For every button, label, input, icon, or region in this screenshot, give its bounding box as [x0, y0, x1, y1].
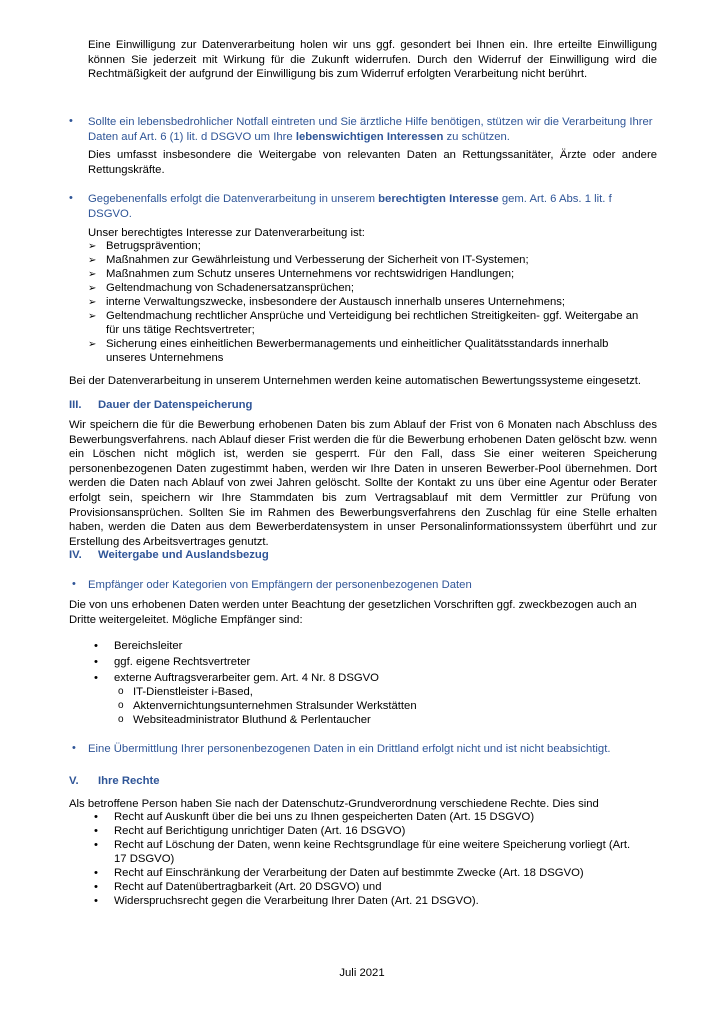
section-title: Weitergabe und Auslandsbezug: [98, 549, 269, 561]
legit-text-b: gem. Art. 6 Abs. 1 lit. f DSGVO.: [88, 193, 612, 220]
arrow-bullet-icon: ➢: [88, 311, 97, 322]
bullet-dot: •: [94, 640, 98, 652]
sub-list-item: Aktenvernichtungsunternehmen Stralsunder Werkstätten: [133, 700, 417, 712]
list-item: Recht auf Löschung der Daten, wenn keine Rechtsgrundlage für eine weitere Speicherung vorliegt (Art.: [114, 839, 631, 851]
list-item: Widerspruchsrecht gegen die Verarbeitung Ihrer Daten (Art. 21 DSGVO).: [114, 895, 479, 907]
consent-paragraph: Eine Einwilligung zur Datenverarbeitung holen wir uns ggf. gesondert bei Ihnen ein. Ihre erteilte Einwilligung können Sie jederzeit mit Wirkung für die Zukunft widerrufen. Durch den Widerruf der Einwilligung wird die Rechtmäßigkeit der aufgrund der Einwilligung bis zum Widerruf erfolgten Verarbeitung nicht berührt.: [88, 39, 657, 81]
list-item: Recht auf Datenübertragbarkeit (Art. 20 DSGVO) und: [114, 881, 382, 893]
list-item-continuation: für uns tätige Rechtsvertreter;: [106, 324, 255, 336]
list-item-continuation: 17 DSGVO): [114, 853, 175, 865]
arrow-bullet-icon: ➢: [88, 255, 97, 266]
legit-text-a: Gegebenenfalls erfolgt die Datenverarbeitung in unserem: [88, 193, 379, 205]
legit-intro: Unser berechtigtes Interesse zur Datenverarbeitung ist:: [88, 227, 365, 239]
bullet-dot: •: [69, 192, 73, 204]
recipients-intro: Die von uns erhobenen Daten werden unter Beachtung der gesetzlichen Vorschriften ggf. zweckbezogen auch an Dritte weitergeleitet. Mögliche Empfänger sind:: [69, 599, 637, 626]
list-item: Geltendmachung von Schadenersatzansprüchen;: [106, 282, 355, 294]
bullet-dot: •: [94, 672, 98, 684]
list-item: Recht auf Einschränkung der Verarbeitung der Daten auf bestimmte Zwecke (Art. 18 DSGVO): [114, 867, 584, 879]
no-automated-decisions: Bei der Datenverarbeitung in unserem Unternehmen werden keine automatischen Bewertungssysteme eingesetzt.: [69, 375, 642, 387]
sub-list-item: IT-Dienstleister i-Based,: [133, 686, 253, 698]
bullet-dot: •: [94, 895, 98, 907]
rights-intro: Als betroffene Person haben Sie nach der Datenschutz-Grundverordnung verschiedene Rechte. Dies sind: [69, 798, 599, 810]
list-item: Sicherung eines einheitlichen Bewerbermanagements und einheitlicher Qualitätsstandards innerhalb: [106, 338, 609, 350]
bullet-dot: •: [94, 839, 98, 851]
list-item: ggf. eigene Rechtsvertreter: [114, 656, 251, 668]
section-number: IV.: [69, 549, 82, 561]
vital-detail: Dies umfasst insbesondere die Weitergabe von relevanten Daten an Rettungssanitäter, Ärzte oder andere Rettungskräfte.: [88, 149, 657, 176]
bullet-dot: •: [94, 811, 98, 823]
circle-bullet-icon: o: [118, 700, 124, 711]
bullet-dot: •: [72, 742, 76, 754]
arrow-bullet-icon: ➢: [88, 339, 97, 350]
list-item: interne Verwaltungszwecke, insbesondere der Austausch innerhalb unseres Unternehmens;: [106, 296, 566, 308]
list-item: Bereichsleiter: [114, 640, 183, 652]
section-title: Ihre Rechte: [98, 775, 160, 787]
legit-interest-basis: [88, 192, 648, 221]
list-item: Betrugsprävention;: [106, 240, 201, 252]
vital-interests-basis: [88, 115, 658, 144]
retention-paragraph: Wir speichern die für die Bewerbung erhobenen Daten bis zum Ablauf der Frist von 6 Monaten nach Abschluss des Bewerbungsverfahrens. nach Ablauf dieser Frist werden die für die Bewerbung erhobenen Daten gelöscht bzw. wenn ein Löschen nicht möglich ist, werden sie gesperrt. Für den Fall, dass Sie einer weiteren Speicherung personenbezogenen Daten zugestimmt haben, werden wir Ihre Daten in unseren Bewerber-Pool übernehmen. Dort werden die Daten nach Ablauf von zwei Jahren gelöscht. Sollte der Kontakt zu uns über eine Agentur oder Berater erfolgt sein, speichern wir Ihre Stammdaten bis zum Vertragsablauf mit dem Vermittler zur Prüfung von Provisionsansprüchen. Sollten Sie im Rahmen des Bewerbungsverfahrens den Zuschlag für eine Stelle erhalten haben, werden die Daten aus dem Bewerberdatensystem in unser Personalinformationssystem überführt und zur Erstellung des Arbeitsvertrages genutzt.: [69, 419, 657, 548]
list-item: Recht auf Auskunft über die bei uns zu Ihnen gespeicherten Daten (Art. 15 DSGVO): [114, 811, 535, 823]
arrow-bullet-icon: ➢: [88, 283, 97, 294]
list-item: externe Auftragsverarbeiter gem. Art. 4 Nr. 8 DSGVO: [114, 672, 379, 684]
section-number: V.: [69, 775, 79, 787]
recipients-heading: Empfänger oder Kategorien von Empfängern der personenbezogenen Daten: [88, 579, 472, 591]
section-number: III.: [69, 399, 82, 411]
bullet-dot: •: [94, 656, 98, 668]
circle-bullet-icon: o: [118, 714, 124, 725]
bullet-dot: •: [94, 867, 98, 879]
bullet-dot: •: [94, 881, 98, 893]
list-item: Recht auf Berichtigung unrichtiger Daten (Art. 16 DSGVO): [114, 825, 406, 837]
arrow-bullet-icon: ➢: [88, 241, 97, 252]
legit-bold: berechtigten Interesse: [378, 193, 499, 205]
circle-bullet-icon: o: [118, 686, 124, 697]
arrow-bullet-icon: ➢: [88, 297, 97, 308]
section-title: Dauer der Datenspeicherung: [98, 399, 253, 411]
bullet-dot: •: [94, 825, 98, 837]
list-item: Geltendmachung rechtlicher Ansprüche und Verteidigung bei rechtlichen Streitigkeiten- ggf. Weitergabe an: [106, 310, 639, 322]
list-item: Maßnahmen zur Gewährleistung und Verbesserung der Sicherheit von IT-Systemen;: [106, 254, 529, 266]
list-item: Maßnahmen zum Schutz unseres Unternehmens vor rechtswidrigen Handlungen;: [106, 268, 515, 280]
third-country-note: Eine Übermittlung Ihrer personenbezogenen Daten in ein Drittland erfolgt nicht und ist nicht beabsichtigt.: [88, 743, 611, 755]
vital-text-b: zu schützen.: [443, 130, 510, 143]
bullet-dot: •: [72, 578, 76, 590]
arrow-bullet-icon: ➢: [88, 269, 97, 280]
list-item-continuation: unseres Unternehmens: [106, 352, 224, 364]
vital-text-a: Sollte ein lebensbedrohlicher Notfall eintreten und Sie ärztliche Hilfe benötigen, stützen wir die Verarbeitung Ihrer Daten auf Art. 6 (1) lit. d DSGVO um Ihre: [88, 116, 653, 143]
sub-list-item: Websiteadministrator Bluthund & Perlentaucher: [133, 714, 371, 726]
vital-bold: lebenswichtigen Interessen: [295, 130, 444, 143]
page-footer-date: Juli 2021: [339, 967, 385, 979]
bullet-dot: •: [69, 115, 73, 127]
